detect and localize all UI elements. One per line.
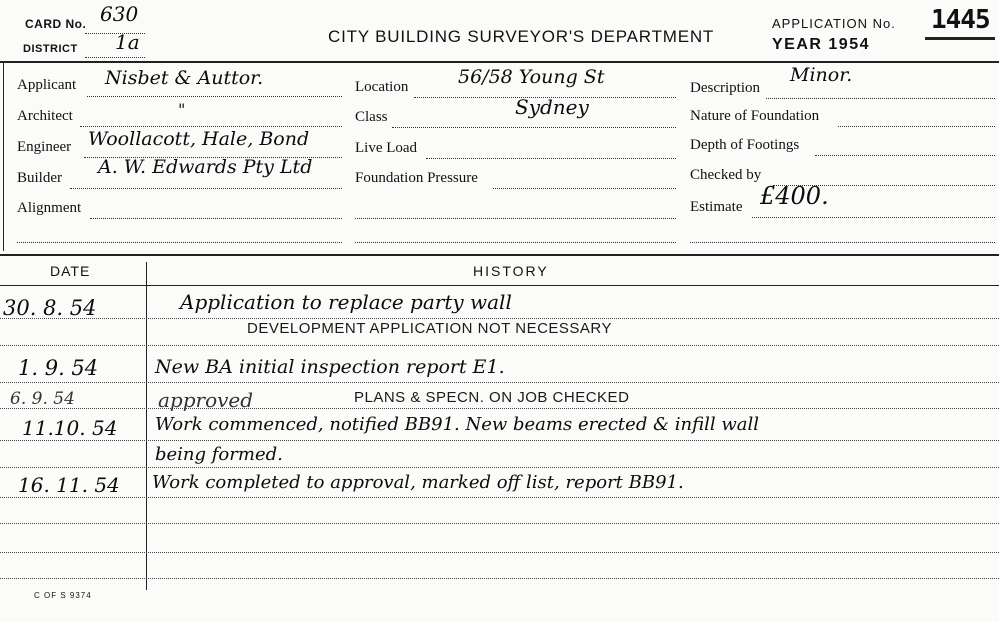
development-stamp: DEVELOPMENT APPLICATION NOT NECESSARY xyxy=(247,320,612,337)
builder-value: A. W. Edwards Pty Ltd xyxy=(98,156,313,178)
history-entry: being formed. xyxy=(155,444,283,465)
history-entry: approved xyxy=(158,388,254,412)
estimate-label: Estimate xyxy=(690,199,743,215)
foundation-pressure-label: Foundation Pressure xyxy=(355,170,478,186)
depth-of-footings-label: Depth of Footings xyxy=(690,137,800,153)
architect-line xyxy=(80,126,342,127)
engineer-value: Woollacott, Hale, Bond xyxy=(88,128,310,150)
blank-line-right xyxy=(690,242,995,243)
history-date: 1. 9. 54 xyxy=(18,356,99,380)
class-label: Class xyxy=(355,109,388,125)
application-no-value: 1445 xyxy=(931,5,990,35)
district-value: 1a xyxy=(115,30,140,54)
history-top-border xyxy=(0,254,999,256)
history-line xyxy=(0,578,999,579)
history-date: 30. 8. 54 xyxy=(3,296,97,320)
department-title: CITY BUILDING SURVEYOR'S DEPARTMENT xyxy=(328,27,715,46)
card-no-value: 630 xyxy=(100,2,139,26)
engineer-label: Engineer xyxy=(17,139,72,155)
form-code: C OF S 9374 xyxy=(34,591,92,600)
history-line xyxy=(0,408,999,409)
blank-line-mid-2 xyxy=(355,242,676,243)
history-header-border xyxy=(0,285,999,286)
blank-line-mid-1 xyxy=(355,218,676,219)
blank-line-left xyxy=(17,242,342,243)
description-line xyxy=(766,98,995,99)
application-no-label: APPLICATION No. xyxy=(772,16,896,31)
district-label: DISTRICT xyxy=(23,43,78,55)
card-no-label: CARD No. xyxy=(25,17,87,31)
foundation-pressure-line xyxy=(493,188,676,189)
class-line xyxy=(392,127,676,128)
application-no-underline xyxy=(925,37,995,40)
history-line xyxy=(0,318,999,319)
location-value-2: Sydney xyxy=(515,95,589,119)
history-line xyxy=(0,523,999,524)
history-date: 6. 9. 54 xyxy=(10,389,75,409)
history-entry: New BA initial inspection report E1. xyxy=(155,356,505,378)
history-line xyxy=(0,382,999,383)
architect-value: " xyxy=(178,100,186,119)
plans-stamp: PLANS & SPECN. ON JOB CHECKED xyxy=(354,389,630,406)
history-entry: Application to replace party wall xyxy=(180,290,512,314)
checked-by-label: Checked by xyxy=(690,167,762,183)
alignment-label: Alignment xyxy=(17,200,82,216)
nature-of-foundation-line xyxy=(838,126,995,127)
builder-label: Builder xyxy=(17,170,62,186)
location-label: Location xyxy=(355,79,409,95)
location-value: 56/58 Young St xyxy=(458,66,605,88)
builder-line xyxy=(70,188,342,189)
date-column-divider xyxy=(146,262,147,590)
nature-of-foundation-label: Nature of Foundation xyxy=(690,108,820,124)
header-border xyxy=(0,61,999,63)
history-date: 16. 11. 54 xyxy=(18,473,120,497)
live-load-label: Live Load xyxy=(355,140,418,156)
description-label: Description xyxy=(690,80,760,96)
history-header: HISTORY xyxy=(473,263,549,279)
left-border-top xyxy=(3,61,4,251)
applicant-line xyxy=(87,96,342,97)
applicant-value: Nisbet & Auttor. xyxy=(105,67,264,89)
history-entry: Work completed to approval, marked off list, report BB91. xyxy=(152,472,684,493)
date-header: DATE xyxy=(50,263,91,279)
history-date: 11.10. 54 xyxy=(22,416,118,440)
history-line xyxy=(0,467,999,468)
alignment-line xyxy=(90,218,342,219)
estimate-value: £400. xyxy=(760,182,829,210)
district-line xyxy=(85,57,145,58)
depth-of-footings-line xyxy=(815,155,995,156)
history-line xyxy=(0,345,999,346)
history-line xyxy=(0,440,999,441)
description-value: Minor. xyxy=(790,64,853,86)
estimate-line xyxy=(752,217,995,218)
history-line xyxy=(0,497,999,498)
architect-label: Architect xyxy=(17,108,73,124)
history-entry: Work commenced, notified BB91. New beams erected & infill wall xyxy=(155,414,760,435)
history-line xyxy=(0,552,999,553)
year-label: YEAR 1954 xyxy=(772,36,870,53)
live-load-line xyxy=(426,158,676,159)
applicant-label: Applicant xyxy=(17,77,77,93)
